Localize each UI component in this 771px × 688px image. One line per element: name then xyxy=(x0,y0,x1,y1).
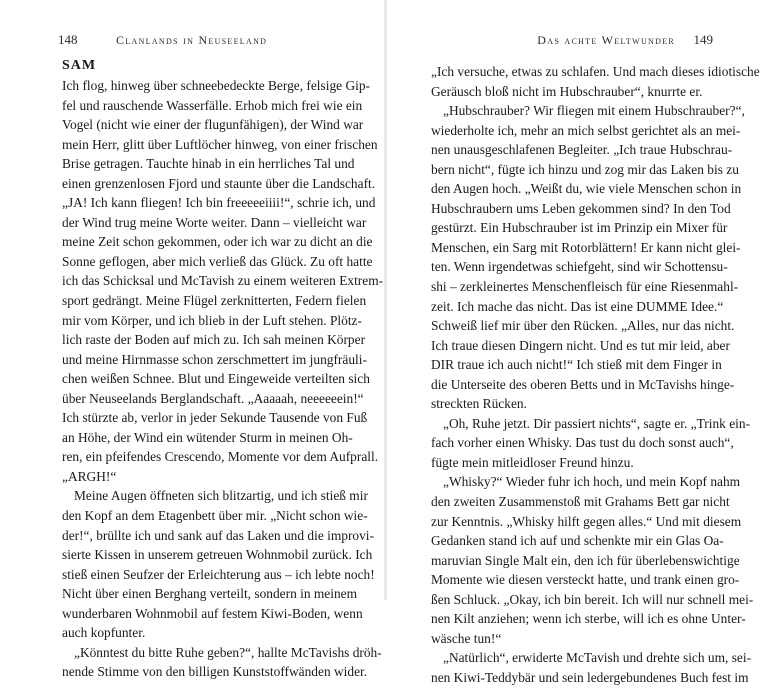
text-line: fel und rauschende Wasserfälle. Erhob mich frei wie ein xyxy=(62,97,363,113)
text-line: fach vorher einen Whisky. Das tust du doch sonst auch“, xyxy=(431,435,734,451)
text-line: „Whisky?“ Wieder fuhr ich hoch, und mein Kopf nahm xyxy=(443,474,741,490)
text-line: „JA! Ich kann fliegen! Ich bin freeeeeiiii!“, schrie ich, und xyxy=(62,195,376,211)
text-line: meine Zeit schon gekommen, oder ich war zu dicht an die xyxy=(62,234,373,250)
text-line: Sonne geflogen, aber mich verließ das Glück. Zu oft hatte xyxy=(62,253,373,269)
right-page-body xyxy=(431,62,760,688)
text-line: wäsche tun!“ xyxy=(431,630,502,646)
page-number: 149 xyxy=(693,32,713,47)
running-head: Das achte Weltwunder xyxy=(537,33,675,47)
text-line: den zweiten Zusammenstoß mit Grahams Bett gar nicht xyxy=(431,494,730,510)
text-line: an Höhe, der Wind ein wütender Sturm in meinen Oh- xyxy=(62,429,353,445)
text-line: der Wind trug meine Worte weiter. Dann – vielleicht war xyxy=(62,214,367,230)
text-line: DIR traue ich auch nicht!“ Ich stieß mit dem Finger in xyxy=(431,357,722,373)
text-line: ßen Schluck. „Okay, ich bin bereit. Ich will nur schnell mei- xyxy=(431,591,754,607)
text-line: auch kopfunter. xyxy=(62,625,146,641)
text-line: die Unterseite des oberen Betts und in McTavishs hinge- xyxy=(431,376,735,392)
text-line: bern nicht“, fügte ich hinzu und zog mir das Laken bis zu xyxy=(431,161,739,177)
text-line: wiederholte ich, mehr an mich selbst gerichtet als an mei- xyxy=(431,122,741,138)
text-line: einen grenzenlosen Fjord und staunte über die Landschaft. xyxy=(62,175,376,191)
text-line: nen unausgeschlafenen Begleiter. „Ich traue Hubschrau- xyxy=(431,142,733,158)
text-line: der!“, brüllte ich und sank auf das Laken und die improvi- xyxy=(62,527,374,543)
text-line: Ich stürzte ab, verlor in jeder Sekunde Tausende von Fuß xyxy=(62,410,368,426)
text-line: Momente wie diesen versteckt hatte, und trank einen gro- xyxy=(431,572,740,588)
text-line: gestürzt. Ein Hubschrauber ist im Prinzip ein Mixer für xyxy=(431,220,728,236)
right-page-header xyxy=(506,32,713,48)
text-line: nen Kiwi-Teddybär und sein ledergebundenes Buch fest im xyxy=(431,669,749,685)
text-line: ich das Schicksal und McTavish zu einem weiteren Extrem- xyxy=(62,273,384,289)
page-number: 148 xyxy=(58,32,78,47)
right-text-block xyxy=(431,62,760,688)
text-line: Meine Augen öffneten sich blitzartig, und ich stieß mir xyxy=(74,488,368,504)
text-line: shi – zerkleinertes Menschenfleisch für eine Riesenmahl- xyxy=(431,279,739,295)
text-line: „Natürlich“, erwiderte McTavish und drehte sich um, sei- xyxy=(443,650,752,666)
text-line: den Kopf an dem Etagenbett über mir. „Nicht schon wie- xyxy=(62,508,368,524)
text-line: „ARGH!“ xyxy=(62,468,117,484)
text-line: chen weißen Schnee. Blut und Eingeweide verteilten sich xyxy=(62,371,370,387)
text-line: zeit. Ich mache das nicht. Das ist eine DUMME Idee.“ xyxy=(431,298,724,314)
text-line: zur Kenntnis. „Whisky hilft gegen alles.“ Und mit diesem xyxy=(431,513,742,529)
text-line: den Augen hoch. „Weißt du, wie viele Menschen schon in xyxy=(431,181,742,197)
text-line: Gedanken stand ich auf und schenkte mir ein Glas Oa- xyxy=(431,533,724,549)
text-line: Ich flog, hinweg über schneebedeckte Berge, felsige Gip- xyxy=(62,78,370,93)
text-line: Vogel (nicht wie einer der flugunfähigen), der Wind war xyxy=(62,117,364,133)
text-line: ren, ein pfeifendes Crescendo, Momente vor dem Aufprall. xyxy=(62,449,379,465)
running-head: Clanlands in Neuseeland xyxy=(116,33,268,47)
right-page xyxy=(386,0,771,685)
section-heading: SAM xyxy=(62,58,97,73)
text-line: stieß einen Seufzer der Erleichterung aus – ich lebte noch! xyxy=(62,566,375,582)
text-line: mir vom Körper, und ich blieb in der Luft stehen. Plötz- xyxy=(62,312,362,328)
text-line: streckten Rücken. xyxy=(431,396,527,412)
text-line: fügte mein mitleidloser Freund hinzu. xyxy=(431,454,634,470)
text-line: Hubschraubern ums Leben gekommen sind? In den Tod xyxy=(431,200,731,216)
text-line: Ich traue diesen Dingern nicht. Und es tut mir leid, aber xyxy=(431,337,730,353)
text-line: lich raste der Boden auf mich zu. Ich sah meinen Körper xyxy=(62,332,366,348)
text-line: Brise getragen. Tauchte hinab in ein herrliches Tal und xyxy=(62,156,355,172)
text-line: sport gedrängt. Meine Flügel zerknitterten, Federn fielen xyxy=(62,293,367,309)
text-line: über Neuseelands Berglandschaft. „Aaaaah, neeeeeein!“ xyxy=(62,390,364,406)
text-line: sierte Kissen in unserem getreuen Wohnmobil zurück. Ich xyxy=(62,547,373,563)
text-line: „Oh, Ruhe jetzt. Dir passiert nichts“, sagte er. „Trink ein- xyxy=(443,415,751,431)
text-line: Schweiß lief mir über den Rücken. „Alles, nur das nicht. xyxy=(431,318,735,334)
text-line: Geräusch bloß nicht im Hubschrauber“, knurrte er. xyxy=(431,83,703,99)
left-page-header xyxy=(58,32,340,48)
text-line: nende Stimme von den billigen Kunststoffwänden wider. xyxy=(62,664,368,680)
text-line: maruvian Single Malt ein, den ich für überlebenswichtige xyxy=(431,552,740,568)
text-line: Nicht über einen Berghang verteilt, sondern in meinem xyxy=(62,586,358,602)
text-line: ten. Wenn irgendetwas schiefgeht, sind wir Schottensu- xyxy=(431,259,728,275)
text-line: „Könntest du bitte Ruhe geben?“, hallte McTavishs dröh- xyxy=(74,644,382,660)
text-line: nen Kilt anziehen; wenn ich sterbe, will ich es ohne Unter- xyxy=(431,611,746,627)
text-line: „Ich versuche, etwas zu schlafen. Und mach dieses idiotische xyxy=(431,64,760,79)
text-line: wunderbaren Wohnmobil auf festem Kiwi-Boden, wenn xyxy=(62,605,363,621)
text-line: Menschen, ein Sarg mit Rotorblättern! Er kann nicht glei- xyxy=(431,239,741,255)
left-page-body xyxy=(62,56,384,682)
text-line: „Hubschrauber? Wir fliegen mit einem Hubschrauber?“, xyxy=(443,103,745,119)
left-page xyxy=(0,0,385,680)
text-line: mein Herr, glitt über Luftlöcher hinweg, von einer frischen xyxy=(62,136,378,152)
left-text-block xyxy=(62,76,384,682)
text-line: und meine Hirnmasse schon zerschmettert im jungfräuli- xyxy=(62,351,367,367)
